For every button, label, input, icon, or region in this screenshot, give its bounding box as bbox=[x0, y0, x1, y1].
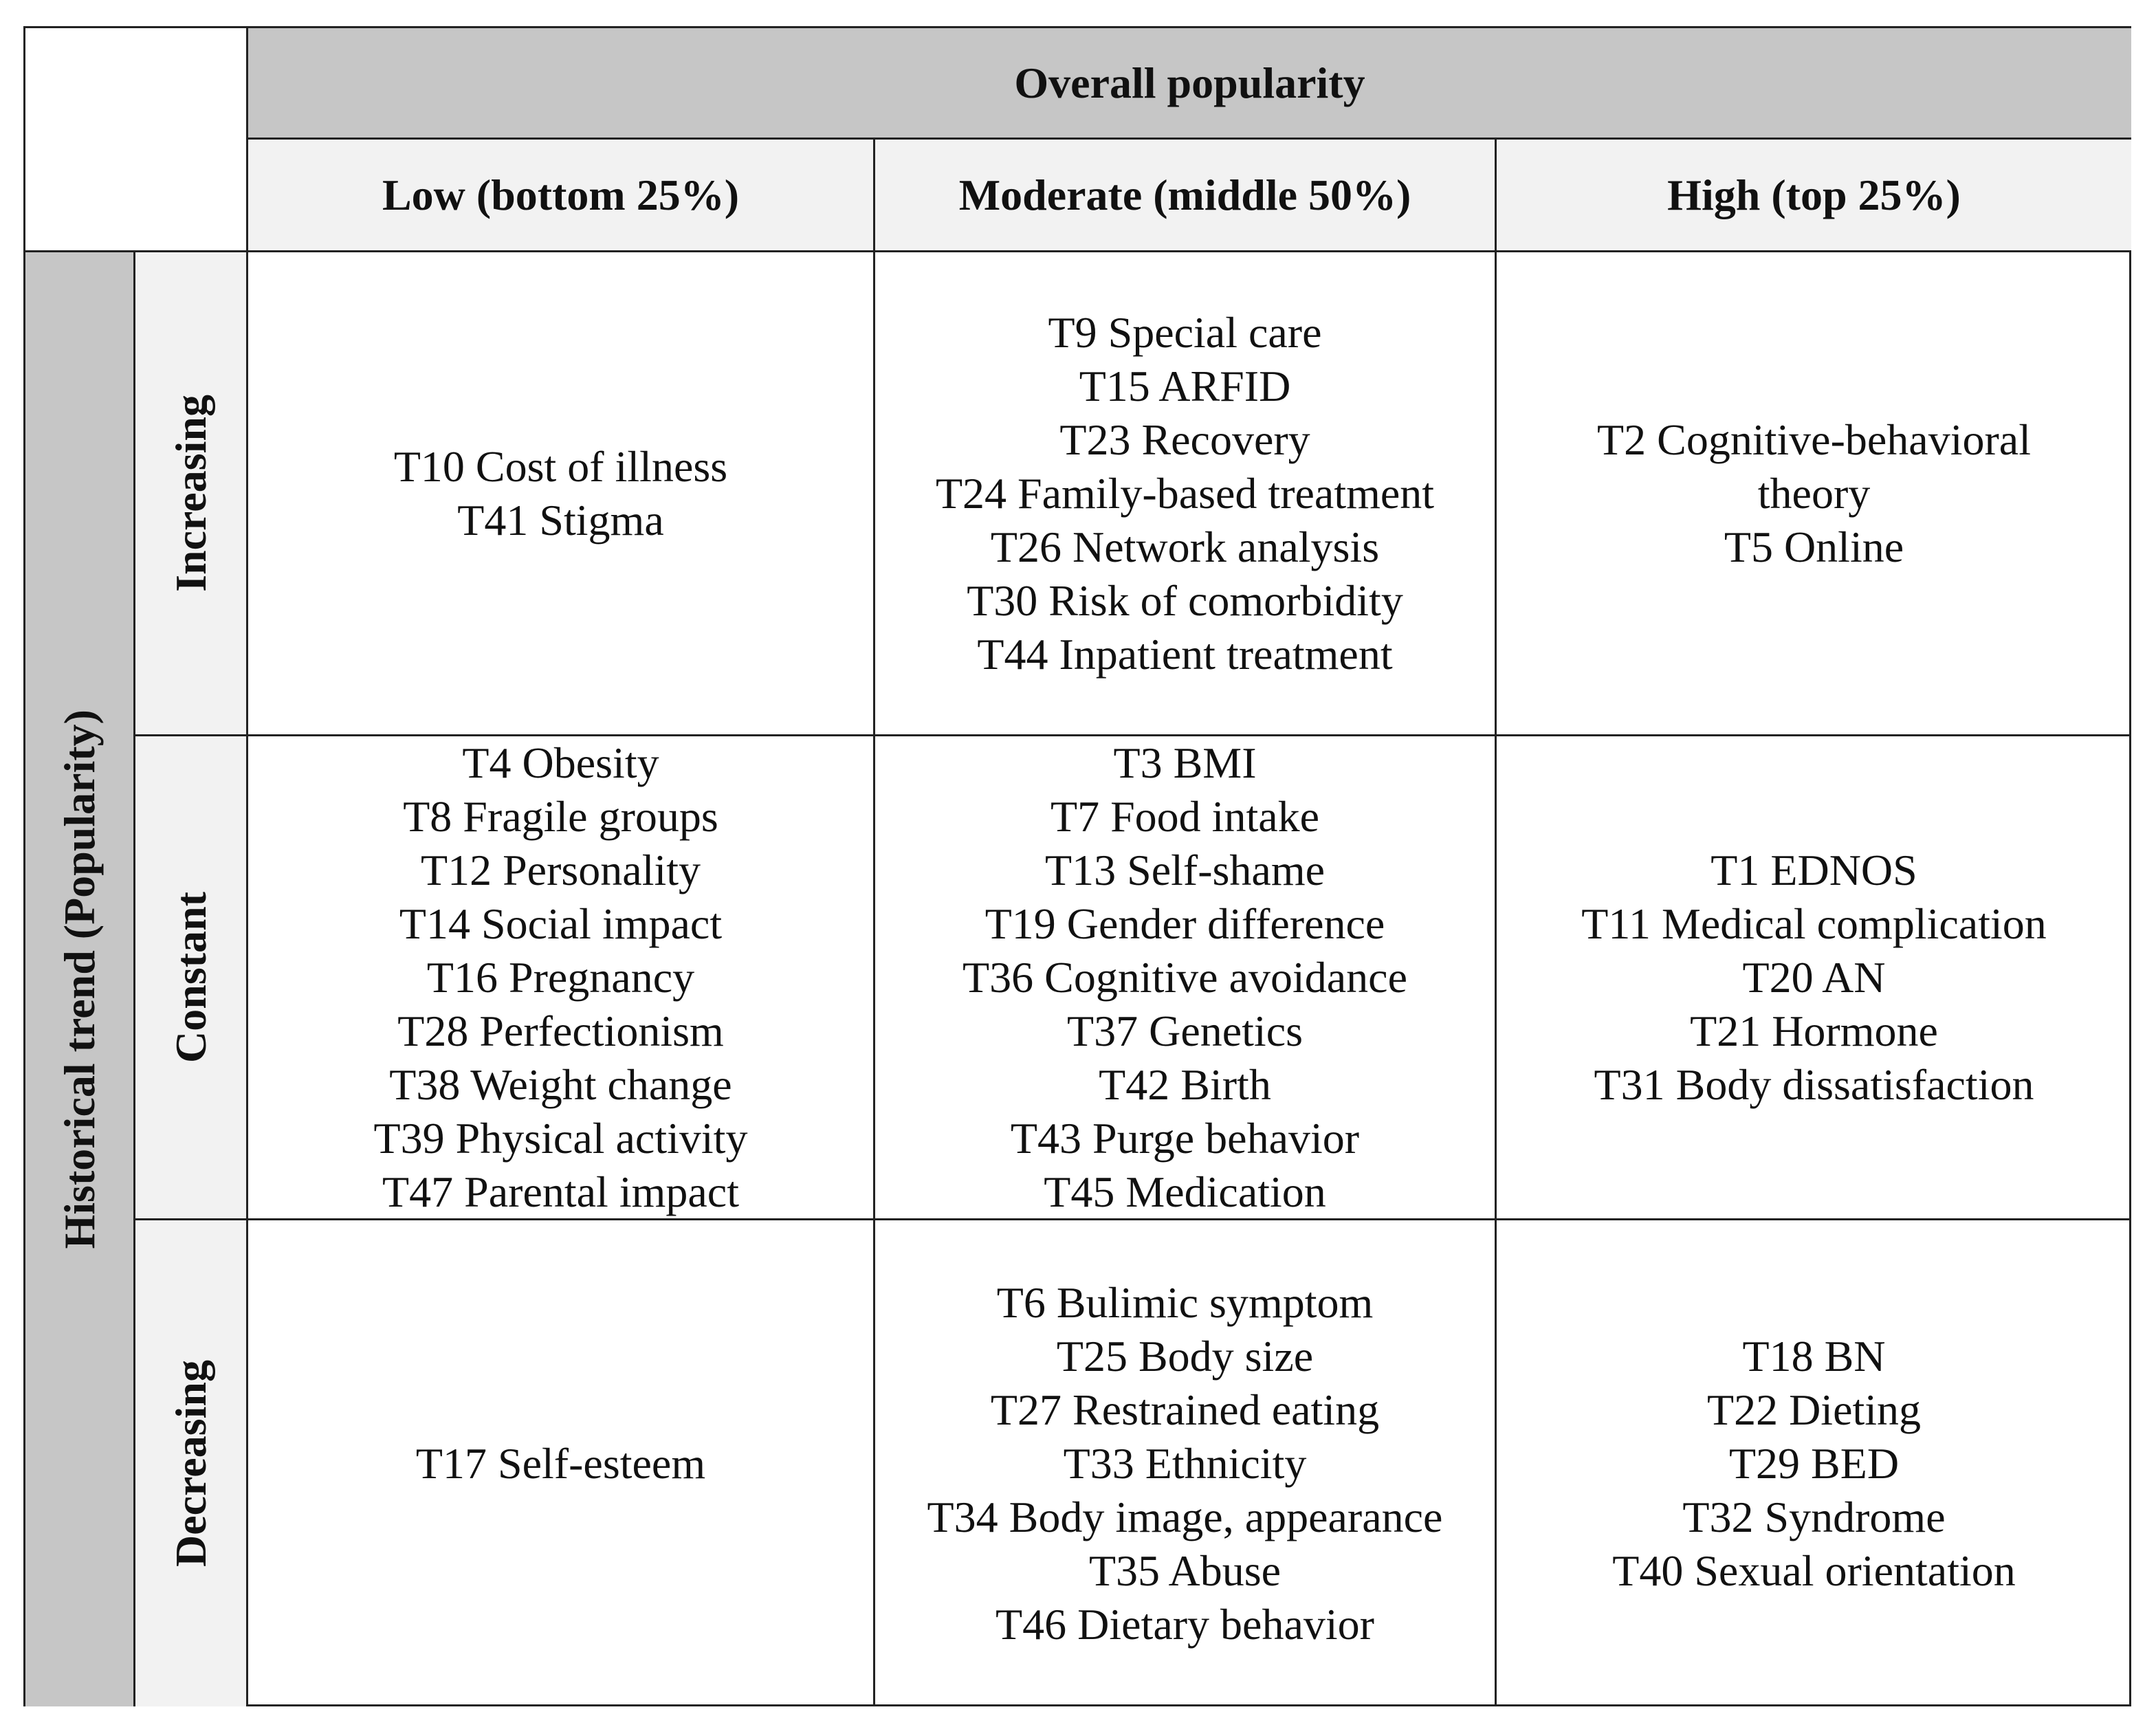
topic-item: T21 Hormone bbox=[1690, 1006, 1938, 1055]
topic-item: T15 ARFID bbox=[1079, 361, 1291, 410]
cell-constant-moderate bbox=[873, 734, 1495, 1218]
row-header-decreasing bbox=[133, 1218, 246, 1706]
topic-item: T7 Food intake bbox=[1050, 791, 1320, 841]
historical-trend-label: Historical trend (Popularity) bbox=[54, 710, 104, 1249]
topic-item: T47 Parental impact bbox=[382, 1167, 739, 1216]
cell-increasing-low bbox=[246, 250, 873, 734]
row-header-increasing bbox=[133, 250, 246, 734]
row-header-label: Increasing bbox=[166, 395, 215, 592]
cell-decreasing-high bbox=[1495, 1218, 2131, 1706]
cell-increasing-moderate bbox=[873, 250, 1495, 734]
topic-item: T9 Special care bbox=[1048, 307, 1322, 357]
cell-decreasing-low bbox=[246, 1218, 873, 1706]
topic-item: T18 BN bbox=[1742, 1331, 1886, 1381]
topic-item: T44 Inpatient treatment bbox=[977, 629, 1393, 679]
cell-constant-low bbox=[246, 734, 873, 1218]
cell-decreasing-moderate bbox=[873, 1218, 1495, 1706]
topic-item: T30 Risk of comorbidity bbox=[967, 575, 1403, 625]
topic-item: T28 Perfectionism bbox=[397, 1006, 724, 1055]
topic-item: T27 Restrained eating bbox=[990, 1385, 1380, 1434]
topic-item: T35 Abuse bbox=[1088, 1546, 1282, 1595]
topic-item: T34 Body image, appearance bbox=[927, 1492, 1443, 1541]
topic-item: T31 Body dissatisfaction bbox=[1594, 1059, 2034, 1109]
topic-item: T13 Self-shame bbox=[1045, 845, 1325, 894]
topic-item: T24 Family-based treatment bbox=[935, 468, 1435, 518]
topic-item: T10 Cost of illness bbox=[393, 441, 728, 491]
column-header-moderate: Moderate (middle 50%) bbox=[873, 138, 1495, 250]
popularity-trend-table bbox=[23, 26, 2131, 1706]
topic-item: T19 Gender difference bbox=[984, 899, 1385, 948]
topic-item: T6 Bulimic symptom bbox=[996, 1277, 1374, 1327]
topic-item: T20 AN bbox=[1742, 952, 1886, 1002]
topic-item: T14 Social impact bbox=[399, 899, 723, 948]
topic-item: T32 Syndrome bbox=[1682, 1492, 1946, 1541]
topic-item: T8 Fragile groups bbox=[403, 791, 718, 841]
topic-item: T38 Weight change bbox=[389, 1059, 732, 1109]
topic-item: T43 Purge behavior bbox=[1010, 1113, 1360, 1163]
historical-trend-header bbox=[23, 250, 133, 1706]
topic-item: theory bbox=[1757, 468, 1871, 518]
topic-item: T22 Dieting bbox=[1706, 1385, 1922, 1434]
topic-item: T5 Online bbox=[1724, 522, 1904, 571]
topic-item: T39 Physical activity bbox=[373, 1113, 748, 1163]
topic-item: T29 BED bbox=[1728, 1438, 1900, 1488]
overall-popularity-header: Overall popularity bbox=[246, 26, 2131, 138]
topic-item: T40 Sexual orientation bbox=[1612, 1546, 2016, 1595]
topic-item: T42 Birth bbox=[1099, 1059, 1271, 1109]
topic-item: T36 Cognitive avoidance bbox=[962, 952, 1407, 1002]
row-header-label: Decreasing bbox=[166, 1360, 215, 1567]
cell-constant-high bbox=[1495, 734, 2131, 1218]
topic-item: T3 BMI bbox=[1113, 738, 1257, 787]
table-corner bbox=[23, 26, 246, 250]
topic-item: T46 Dietary behavior bbox=[996, 1599, 1374, 1649]
topic-item: T12 Personality bbox=[420, 845, 701, 894]
topic-item: T25 Body size bbox=[1056, 1331, 1314, 1381]
topic-item: T11 Medical complication bbox=[1581, 899, 2047, 948]
column-header-low: Low (bottom 25%) bbox=[246, 138, 873, 250]
topic-item: T4 Obesity bbox=[462, 738, 659, 787]
topic-item: T33 Ethnicity bbox=[1063, 1438, 1307, 1488]
topic-item: T37 Genetics bbox=[1067, 1006, 1303, 1055]
row-header-constant bbox=[133, 734, 246, 1218]
topic-item: T26 Network analysis bbox=[990, 522, 1380, 571]
topic-item: T41 Stigma bbox=[457, 495, 664, 545]
topic-item: T16 Pregnancy bbox=[426, 952, 695, 1002]
row-header-label: Constant bbox=[166, 892, 215, 1063]
topic-item: T17 Self-esteem bbox=[415, 1438, 706, 1488]
topic-item: T45 Medication bbox=[1044, 1167, 1326, 1216]
cell-increasing-high bbox=[1495, 250, 2131, 734]
topic-item: T23 Recovery bbox=[1059, 415, 1310, 464]
column-header-high: High (top 25%) bbox=[1495, 138, 2131, 250]
topic-item: T2 Cognitive-behavioral bbox=[1597, 415, 2031, 464]
topic-item: T1 EDNOS bbox=[1710, 845, 1917, 894]
